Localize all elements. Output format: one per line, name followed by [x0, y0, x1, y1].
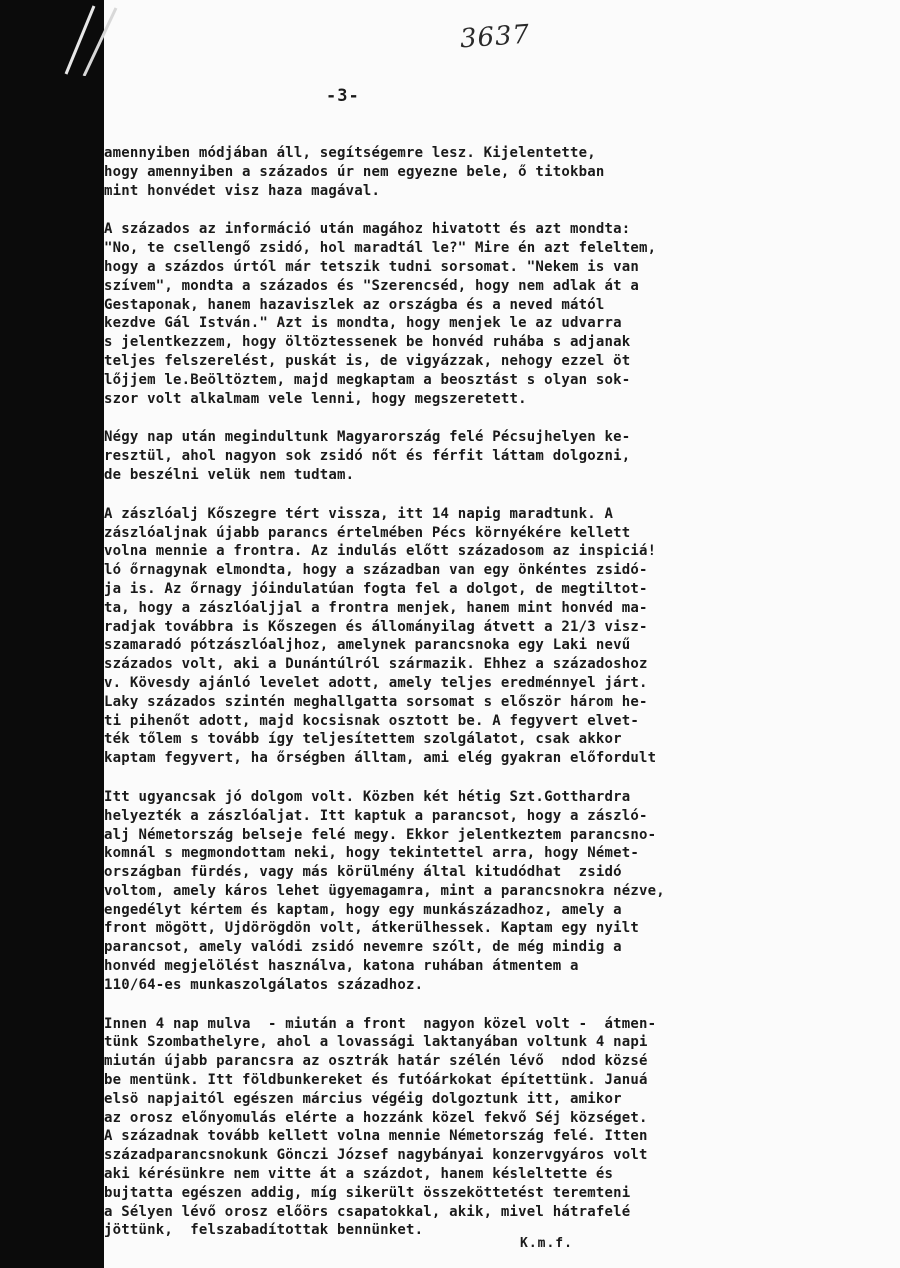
paragraph-2 [104, 220, 824, 408]
text-line: miután újabb parancsra az osztrák határ szélén lévő ndod közsé [104, 1053, 648, 1070]
text-line: Itt ugyancsak jó dolgom volt. Közben két hétig Szt.Gotthardra [104, 788, 631, 805]
text-line: ti pihenőt adott, majd kocsisnak osztott be. A fegyvert elvet- [104, 712, 639, 729]
text-line: radjak továbbra is Kőszegen és állományilag átvett a 21/3 visz- [104, 618, 648, 635]
text-line: ja is. Az őrnagy jóindulatúan fogta fel a dolgot, de megtiltot- [104, 580, 648, 597]
text-line: ta, hogy a zászlóaljjal a frontra menjek, hanem mint honvéd ma- [104, 599, 648, 616]
text-line: hogy amennyiben a százados úr nem egyezne bele, ő titokban [104, 163, 605, 180]
text-line: de beszélni velük nem tudtam. [104, 466, 355, 483]
text-line: kaptam fegyvert, ha őrségben álltam, ami elég gyakran előfordult [104, 750, 657, 767]
paragraph-4 [104, 505, 824, 768]
text-line: parancsot, amely valódi zsidó nevemre szólt, de még mindig a [104, 939, 622, 956]
archive-number: 3637 [459, 19, 532, 55]
text-line: alj Németország belseje felé megy. Ekkor jelentkeztem parancsno- [104, 826, 657, 843]
text-line: resztül, ahol nagyon sok zsidó nőt és férfit láttam dolgozni, [104, 448, 631, 465]
text-line: szor volt alkalmam vele lenni, hogy megszeretett. [104, 390, 527, 407]
paragraph-1 [104, 144, 824, 200]
paragraph-5 [104, 788, 824, 995]
text-line: be mentünk. Itt földbunkereket és futóárkokat építettünk. Januá [104, 1072, 648, 1089]
text-line: lőjjem le.Beöltöztem, majd megkaptam a beosztást s olyan sok- [104, 371, 631, 388]
text-line: századparancsnokunk Gönczi József nagybányai konzervgyáros volt [104, 1147, 648, 1164]
text-line: a Sélyen lévő orosz előörs csapatokkal, akik, mivel hátrafelé [104, 1203, 631, 1220]
text-line: "No, te csellengő zsidó, hol maradtál le?" Mire én azt feleltem, [104, 240, 657, 257]
page-number: -3- [326, 86, 360, 106]
document-body [104, 144, 824, 1260]
text-line: ló őrnagynak elmondta, hogy a században van egy önkéntes zsidó- [104, 562, 648, 579]
text-line: honvéd megjelölést használva, katona ruhában átmentem a [104, 958, 579, 975]
text-line: az orosz előnyomulás elérte a hozzánk közel fekvő Séj községet. [104, 1109, 648, 1126]
text-line: 110/64-es munkaszolgálatos századhoz. [104, 976, 424, 993]
text-line: engedélyt kértem és kaptam, hogy egy munkászázadhoz, amely a [104, 901, 622, 918]
text-line: Innen 4 nap mulva - miután a front nagyon közel volt - átmen- [104, 1015, 657, 1032]
text-line: A századnak tovább kellett volna mennie Németország felé. Itten [104, 1128, 648, 1145]
scan-dark-margin [0, 0, 104, 1268]
paragraph-6 [104, 1015, 824, 1241]
text-line: országban fürdés, vagy más körülmény által kitudódhat zsidó [104, 864, 622, 881]
text-line: helyezték a zászlóaljat. Itt kaptuk a parancsot, hogy a zászló- [104, 807, 648, 824]
text-line: aki kérésünkre nem vitte át a százdot, hanem késleltette és [104, 1166, 614, 1183]
text-line: A százados az információ után magához hivatott és azt mondta: [104, 221, 631, 238]
text-line: tünk Szombathelyre, ahol a lovassági laktanyában voltunk 4 napi [104, 1034, 648, 1051]
paragraph-3 [104, 428, 824, 484]
text-line: ték tőlem s tovább így teljesítettem szolgálatot, csak akkor [104, 731, 622, 748]
text-line: kezdve Gál István." Azt is mondta, hogy menjek le az udvarra [104, 315, 622, 332]
text-line: szívem", mondta a százados és "Szerencséd, hogy nem adlak át a [104, 277, 639, 294]
double-slash-mark-icon [62, 4, 122, 76]
text-line: mint honvédet visz haza magával. [104, 182, 381, 199]
text-line: zászlóaljnak újabb parancs értelmében Pécs környékére kellett [104, 524, 631, 541]
text-line: s jelentkezzem, hogy öltöztessenek be honvéd ruhába s adjanak [104, 334, 631, 351]
text-line: volna mennie a frontra. Az indulás előtt századosom az inspiciá! [104, 543, 657, 560]
text-line: front mögött, Ujdörögdön volt, átkerülhessek. Kaptam egy nyilt [104, 920, 639, 937]
text-line: elsö napjaitól egészen március végéig dolgoztunk itt, amikor [104, 1090, 622, 1107]
text-line: amennyiben módjában áll, segítségemre lesz. Kijelentette, [104, 145, 596, 161]
text-line: komnál s megmondottam neki, hogy tekintettel arra, hogy Német- [104, 845, 639, 862]
text-line: teljes felszerelést, puskát is, de vigyázzak, nehogy ezzel öt [104, 352, 631, 369]
text-line: szamaradó pótzászlóaljhoz, amelynek parancsnoka egy Laki nevű [104, 637, 631, 654]
text-line: A zászlóalj Kőszegre tért vissza, itt 14 napig maradtunk. A [104, 505, 614, 522]
text-line: bujtatta egészen addig, míg sikerült összeköttetést teremteni [104, 1184, 631, 1201]
text-line: Gestaponak, hanem hazaviszlek az országba és a neved mától [104, 296, 605, 313]
text-line: százados volt, aki a Dunántúlról származik. Ehhez a századoshoz [104, 656, 648, 673]
text-line: Laky százados szintén meghallgatta sorsomat s először három he- [104, 693, 648, 710]
text-line: voltom, amely káros lehet ügyemagamra, mint a parancsnokra nézve, [104, 882, 665, 899]
text-line: jöttünk, felszabadítottak bennünket. [104, 1222, 424, 1239]
text-line: hogy a százdos úrtól már tetszik tudni sorsomat. "Nekem is van [104, 258, 639, 275]
text-line: Négy nap után megindultunk Magyarország felé Pécsujhelyen ke- [104, 429, 631, 446]
signature-kmf: K.m.f. [520, 1236, 573, 1251]
text-line: v. Kövesdy ajánló levelet adott, amely teljes eredménnyel járt. [104, 674, 648, 691]
